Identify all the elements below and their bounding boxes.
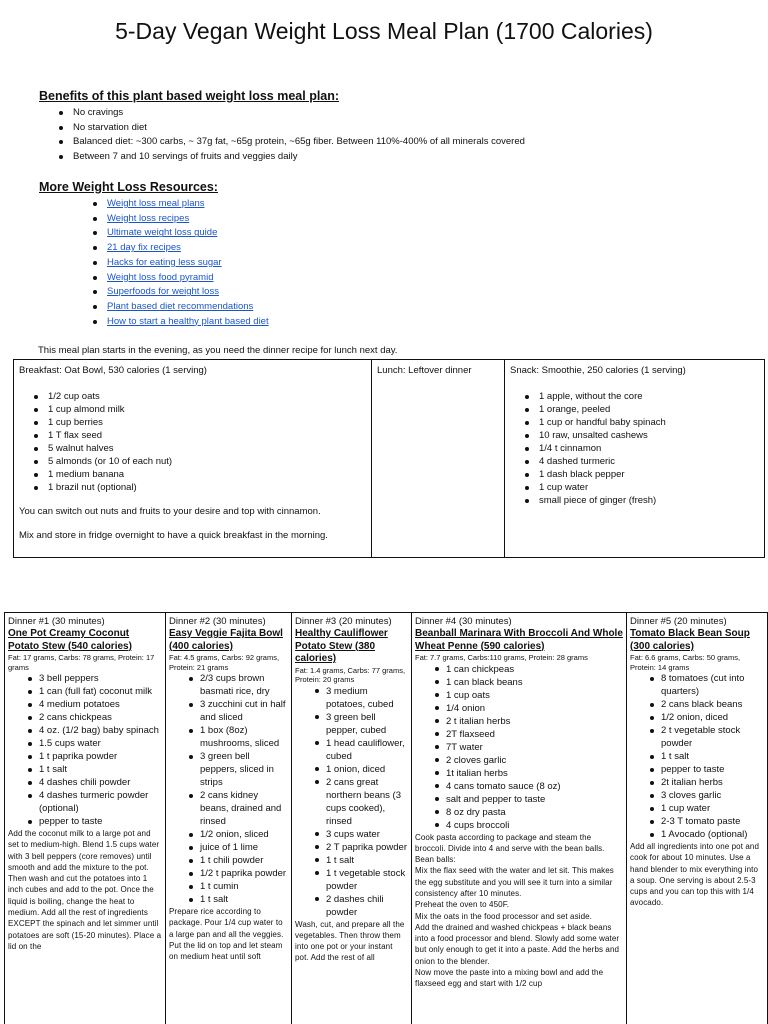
list-item: 7T water bbox=[415, 741, 623, 754]
list-item: 4 dashes chili powder bbox=[8, 776, 162, 789]
list-item bbox=[91, 315, 269, 330]
dinner-5-recipe-title[interactable]: Tomato Black Bean Soup (300 calories) bbox=[630, 628, 750, 652]
list-item: 3 cloves garlic bbox=[630, 789, 764, 802]
snack-header: Snack: Smoothie, 250 calories (1 serving) bbox=[510, 365, 686, 376]
list-item: 1.5 cups water bbox=[8, 737, 162, 750]
dinner-4-instructions: Cook pasta according to package and steam the broccoli. Divide into 4 and serve with the bean balls. Bean balls: Mix the flax seed with the water and let sit. This makes the egg substitute and you will see it turn into a similar consistency after 10 minutes. Preheat the oven to 450F. Mix the oats in the food processor and set aside. Add the drained and washed chickpeas + black beans into a food processor and blend. Slowly add some water but only enough to get it into a paste. Add the herbs and onion to the blender. Now move the paste into a mixing bowl and add the flaxseed egg and start with 1/2 cup bbox=[415, 832, 620, 989]
dinner-1-ingredients bbox=[8, 672, 162, 828]
list-item: 3 green bell peppers, sliced in strips bbox=[169, 750, 288, 789]
list-item: 1/4 t cinnamon bbox=[510, 442, 759, 455]
list-item: 4 medium potatoes bbox=[8, 698, 162, 711]
list-item: 1 cup berries bbox=[19, 416, 366, 429]
list-item: 1 head cauliflower, cubed bbox=[295, 737, 408, 763]
list-item: small piece of ginger (fresh) bbox=[510, 494, 759, 507]
link-hacks-eating-less-sugar[interactable]: Hacks for eating less sugar bbox=[107, 256, 222, 268]
dinner-4-recipe-title[interactable]: Beanball Marinara With Broccoli And Whole Wheat Penne (590 calories) bbox=[415, 628, 623, 652]
list-item: 4 cups broccoli bbox=[415, 819, 623, 832]
dinner-4-macros: Fat: 7.7 grams, Carbs:110 grams, Protein: 28 grams bbox=[415, 653, 588, 662]
lunch-cell bbox=[372, 360, 505, 558]
dinner-5-cell bbox=[627, 613, 768, 1024]
list-item bbox=[91, 212, 269, 227]
resources-heading: More Weight Loss Resources: bbox=[39, 180, 218, 194]
list-item: 1 can (full fat) coconut milk bbox=[8, 685, 162, 698]
list-item: 1/4 onion bbox=[415, 702, 623, 715]
list-item: 2 t vegetable stock powder bbox=[630, 724, 764, 750]
list-item: 1 can chickpeas bbox=[415, 663, 623, 676]
list-item: pepper to taste bbox=[8, 815, 162, 828]
benefits-list bbox=[57, 106, 525, 165]
lunch-header: Lunch: Leftover dinner bbox=[377, 365, 472, 376]
dinner-4-ingredients bbox=[415, 663, 623, 832]
list-item: 1 cup water bbox=[630, 802, 764, 815]
list-item: 2t italian herbs bbox=[630, 776, 764, 789]
benefits-heading: Benefits of this plant based weight loss meal plan: bbox=[39, 89, 340, 103]
list-item: 1/2 t paprika powder bbox=[169, 867, 288, 880]
list-item bbox=[91, 241, 269, 256]
list-item: 2 cans chickpeas bbox=[8, 711, 162, 724]
list-item: 1 box (8oz) mushrooms, sliced bbox=[169, 724, 288, 750]
link-weight-loss-recipes[interactable]: Weight loss recipes bbox=[107, 212, 190, 224]
link-start-healthy-plant-based-diet[interactable]: How to start a healthy plant based diet bbox=[107, 315, 269, 327]
dinner-3-cell bbox=[292, 613, 412, 1024]
list-item: salt and pepper to taste bbox=[415, 793, 623, 806]
dinners-table bbox=[4, 612, 768, 1024]
dinner-2-macros: Fat: 4.5 grams, Carbs: 92 grams, Protein: 21 grams bbox=[169, 653, 280, 672]
list-item: Balanced diet: ~300 carbs, ~ 37g fat, ~65g protein, ~65g fiber. Between 110%-400% of all minerals covered bbox=[57, 135, 525, 150]
dinner-4-header: Dinner #4 (30 minutes) bbox=[415, 616, 512, 627]
snack-ingredients bbox=[510, 390, 759, 507]
list-item: 1 t chili powder bbox=[169, 854, 288, 867]
list-item: Between 7 and 10 servings of fruits and veggies daily bbox=[57, 150, 525, 165]
list-item: 1 cup or handful baby spinach bbox=[510, 416, 759, 429]
dinner-3-ingredients bbox=[295, 685, 408, 919]
dinner-5-macros: Fat: 6.6 grams, Carbs: 50 grams, Protein: 14 grams bbox=[630, 653, 741, 672]
list-item: 2 dashes chili powder bbox=[295, 893, 408, 919]
list-item: 2 cans kidney beans, drained and rinsed bbox=[169, 789, 288, 828]
list-item: 1 cup oats bbox=[415, 689, 623, 702]
list-item: 8 oz dry pasta bbox=[415, 806, 623, 819]
list-item bbox=[91, 226, 269, 241]
dinner-1-macros: Fat: 17 grams, Carbs: 78 grams, Protein: 17 grams bbox=[8, 653, 155, 672]
dinner-1-recipe-title[interactable]: One Pot Creamy Coconut Potato Stew (540 calories) bbox=[8, 628, 132, 652]
list-item: 3 zucchini cut in half and sliced bbox=[169, 698, 288, 724]
list-item: 1 apple, without the core bbox=[510, 390, 759, 403]
list-item: 2 cloves garlic bbox=[415, 754, 623, 767]
list-item: 10 raw, unsalted cashews bbox=[510, 429, 759, 442]
daily-meals-table bbox=[13, 359, 765, 558]
dinner-2-cell bbox=[166, 613, 292, 1024]
list-item: 1 t cumin bbox=[169, 880, 288, 893]
dinner-2-header: Dinner #2 (30 minutes) bbox=[169, 616, 266, 627]
list-item: 3 green bell pepper, cubed bbox=[295, 711, 408, 737]
list-item bbox=[91, 256, 269, 271]
list-item: 4 oz. (1/2 bag) baby spinach bbox=[8, 724, 162, 737]
breakfast-note-1: You can switch out nuts and fruits to your desire and top with cinnamon. bbox=[19, 506, 321, 517]
list-item: 4 dashed turmeric bbox=[510, 455, 759, 468]
list-item: 3 medium potatoes, cubed bbox=[295, 685, 408, 711]
list-item: 1 cup water bbox=[510, 481, 759, 494]
snack-cell bbox=[505, 360, 765, 558]
list-item: No starvation diet bbox=[57, 121, 525, 136]
list-item: 4 dashes turmeric powder (optional) bbox=[8, 789, 162, 815]
link-weight-loss-food-pyramid[interactable]: Weight loss food pyramid bbox=[107, 271, 214, 283]
dinner-1-instructions: Add the coconut milk to a large pot and set to medium-high. Blend 1.5 cups water with 3 bell peppers (core removes) until smooth and add the mixture to the pot. Then wash and cut the potatoes into 1 inch cubes and add to the pot. Once the liquid is boiling, change the heat to medium. Add all the rest of ingredients EXCEPT the spinach and let simmer until potatoes are soft (15-20 minutes). Place a lid on the bbox=[8, 829, 162, 951]
list-item: 2 t italian herbs bbox=[415, 715, 623, 728]
list-item: juice of 1 lime bbox=[169, 841, 288, 854]
list-item: 5 almonds (or 10 of each nut) bbox=[19, 455, 366, 468]
dinner-1-cell bbox=[5, 613, 166, 1024]
list-item bbox=[91, 300, 269, 315]
list-item bbox=[91, 285, 269, 300]
dinner-5-header: Dinner #5 (20 minutes) bbox=[630, 616, 727, 627]
list-item: 1 medium banana bbox=[19, 468, 366, 481]
breakfast-ingredients bbox=[19, 390, 366, 494]
list-item: 1t italian herbs bbox=[415, 767, 623, 780]
list-item: 2/3 cups brown basmati rice, dry bbox=[169, 672, 288, 698]
list-item: pepper to taste bbox=[630, 763, 764, 776]
dinner-2-ingredients bbox=[169, 672, 288, 906]
list-item: 1 t vegetable stock powder bbox=[295, 867, 408, 893]
list-item: 1 t salt bbox=[8, 763, 162, 776]
list-item: 1 brazil nut (optional) bbox=[19, 481, 366, 494]
list-item bbox=[91, 271, 269, 286]
dinner-3-recipe-title[interactable]: Healthy Cauliflower Potato Stew (380 calories) bbox=[295, 628, 388, 664]
list-item: 2-3 T tomato paste bbox=[630, 815, 764, 828]
link-ultimate-weight-loss-guide[interactable]: Ultimate weight loss guide bbox=[107, 227, 218, 239]
list-item: 1 orange, peeled bbox=[510, 403, 759, 416]
dinner-3-header: Dinner #3 (20 minutes) bbox=[295, 616, 392, 627]
list-item: 2 T paprika powder bbox=[295, 841, 408, 854]
list-item: 1 cup almond milk bbox=[19, 403, 366, 416]
list-item: 1 dash black pepper bbox=[510, 468, 759, 481]
list-item: 3 bell peppers bbox=[8, 672, 162, 685]
dinner-4-cell bbox=[412, 613, 627, 1024]
list-item: 1/2 onion, sliced bbox=[169, 828, 288, 841]
link-21-day-fix-recipes[interactable]: 21 day fix recipes bbox=[107, 242, 181, 254]
list-item: 2 cans great northern beans (3 cups cooked), rinsed bbox=[295, 776, 408, 828]
list-item bbox=[91, 197, 269, 212]
list-item: 1/2 cup oats bbox=[19, 390, 366, 403]
list-item: 4 cans tomato sauce (8 oz) bbox=[415, 780, 623, 793]
list-item: 2T flaxseed bbox=[415, 728, 623, 741]
list-item: 5 walnut halves bbox=[19, 442, 366, 455]
dinner-1-header: Dinner #1 (30 minutes) bbox=[8, 616, 105, 627]
link-superfoods-weight-loss[interactable]: Superfoods for weight loss bbox=[107, 286, 219, 298]
list-item: 1 T flax seed bbox=[19, 429, 366, 442]
list-item: 8 tomatoes (cut into quarters) bbox=[630, 672, 764, 698]
list-item: No cravings bbox=[57, 106, 525, 121]
list-item: 1 t salt bbox=[295, 854, 408, 867]
list-item: 1 t paprika powder bbox=[8, 750, 162, 763]
list-item: 1 t salt bbox=[169, 893, 288, 906]
list-item: 3 cups water bbox=[295, 828, 408, 841]
list-item: 1/2 onion, diced bbox=[630, 711, 764, 724]
dinner-5-instructions: Add all ingredients into one pot and cook for about 10 minutes. Use a hand blender to mix everything into a soup. One serving is about 2.5-3 cups and you can top this with 1/4 avocado. bbox=[630, 842, 760, 908]
dinner-2-instructions: Prepare rice according to package. Pour 1/4 cup water to a large pan and all the veggies. Put the lid on top and let steam on medium heat until soft bbox=[169, 907, 284, 962]
breakfast-header: Breakfast: Oat Bowl, 530 calories (1 serving) bbox=[19, 365, 207, 376]
breakfast-cell bbox=[14, 360, 372, 558]
breakfast-note-2: Mix and store in fridge overnight to have a quick breakfast in the morning. bbox=[19, 530, 328, 541]
intro-note: This meal plan starts in the evening, as you need the dinner recipe for lunch next day. bbox=[38, 345, 398, 356]
link-weight-loss-meal-plans[interactable]: Weight loss meal plans bbox=[107, 198, 205, 209]
dinner-2-recipe-title[interactable]: Easy Veggie Fajita Bowl (400 calories) bbox=[169, 628, 283, 652]
dinner-3-macros: Fat: 1.4 grams, Carbs: 77 grams, Protein: 20 grams bbox=[295, 665, 406, 684]
list-item: 1 t salt bbox=[630, 750, 764, 763]
list-item: 1 Avocado (optional) bbox=[630, 828, 764, 841]
list-item: 1 can black beans bbox=[415, 676, 623, 689]
link-plant-based-diet-recommendations[interactable]: Plant based diet recommendations bbox=[107, 300, 254, 312]
dinner-5-ingredients bbox=[630, 672, 764, 841]
list-item: 2 cans black beans bbox=[630, 698, 764, 711]
dinner-3-instructions: Wash, cut, and prepare all the vegetables. Then throw them into one pot or your instant pot. Add the rest of all bbox=[295, 919, 405, 963]
resources-links bbox=[91, 197, 269, 329]
page-title: 5-Day Vegan Weight Loss Meal Plan (1700 Calories) bbox=[115, 18, 653, 44]
list-item: 1 onion, diced bbox=[295, 763, 408, 776]
